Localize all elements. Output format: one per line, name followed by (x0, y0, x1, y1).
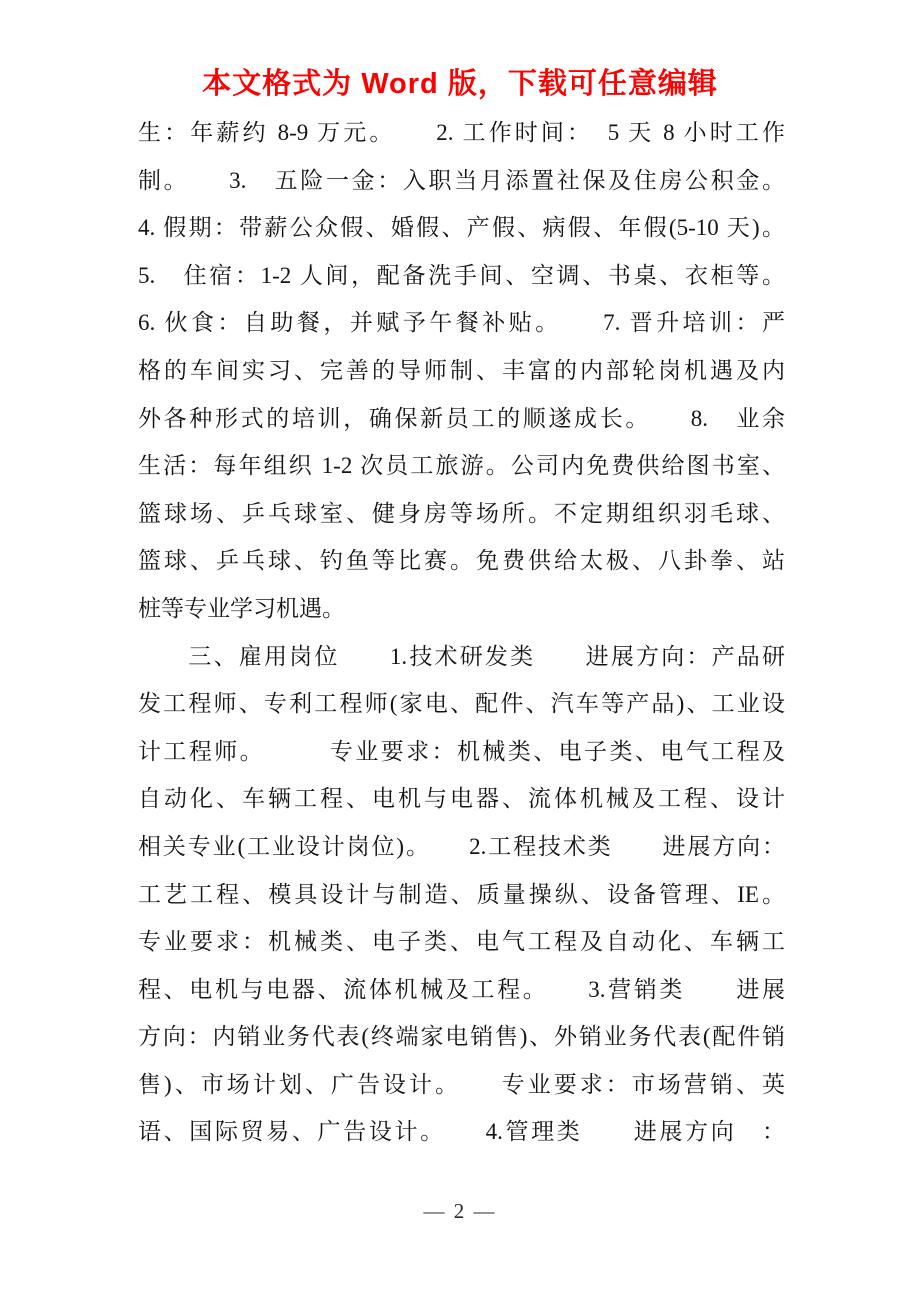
text-line: 桩等专业学习机遇。 (138, 595, 345, 621)
text-line: 生活：每年组织 1-2 次员工旅游。公司内免费供给图书室、 (138, 453, 785, 479)
text-line: 篮球场、乒乓球室、健身房等场所。不定期组织羽毛球、 (138, 500, 785, 526)
format-notice: 本文格式为 Word 版，下载可任意编辑 (202, 68, 718, 100)
text-line: 程、电机与电器、流体机械及工程。 3.营销类 进展 (138, 976, 785, 1002)
page-number: — 2 — (423, 1199, 497, 1223)
text-line: 自动化、车辆工程、电机与电器、流体机械及工程、设计 (138, 786, 785, 812)
text-line: 5. 住宿：1-2 人间，配备洗手间、空调、书桌、衣柜等。 (138, 262, 785, 288)
text-line: 6. 伙食：自助餐，并赋予午餐补贴。 7. 晋升培训：严 (138, 310, 785, 336)
text-line: 外各种形式的培训，确保新员工的顺遂成长。 8. 业余 (138, 405, 785, 431)
text-line: 相关专业(工业设计岗位)。 2.工程技术类 进展方向： (138, 833, 785, 859)
text-line: 方向：内销业务代表(终端家电销售)、外销业务代表(配件销 (138, 1024, 785, 1050)
text-line: 售)、市场计划、广告设计。 专业要求：市场营销、英 (138, 1071, 785, 1097)
document-body (138, 109, 785, 1156)
text-line: 4. 假期：带薪公众假、婚假、产假、病假、年假(5-10 天)。 (138, 215, 785, 241)
text-line: 生：年薪约 8-9 万元。 2. 工作时间： 5 天 8 小时工作 (138, 120, 785, 145)
text-line: 计工程师。 专业要求：机械类、电子类、电气工程及 (138, 738, 785, 764)
text-line: 制。 3. 五险一金：入职当月添置社保及住房公积金。 (138, 167, 785, 193)
text-line: 语、国际贸易、广告设计。 4.管理类 进展方向 ： (138, 1119, 785, 1145)
text-line: 发工程师、专利工程师(家电、配件、汽车等产品)、工业设 (138, 691, 785, 717)
text-line: 三、雇用岗位 1.技术研发类 进展方向：产品研 (138, 643, 785, 669)
text-line: 格的车间实习、完善的导师制、丰富的内部轮岗机遇及内 (138, 357, 785, 383)
text-line: 篮球、乒乓球、钓鱼等比赛。免费供给太极、八卦拳、站 (138, 548, 785, 574)
text-line: 工艺工程、模具设计与制造、质量操纵、设备管理、IE。 (138, 881, 785, 907)
text-line: 专业要求：机械类、电子类、电气工程及自动化、车辆工 (138, 929, 785, 955)
